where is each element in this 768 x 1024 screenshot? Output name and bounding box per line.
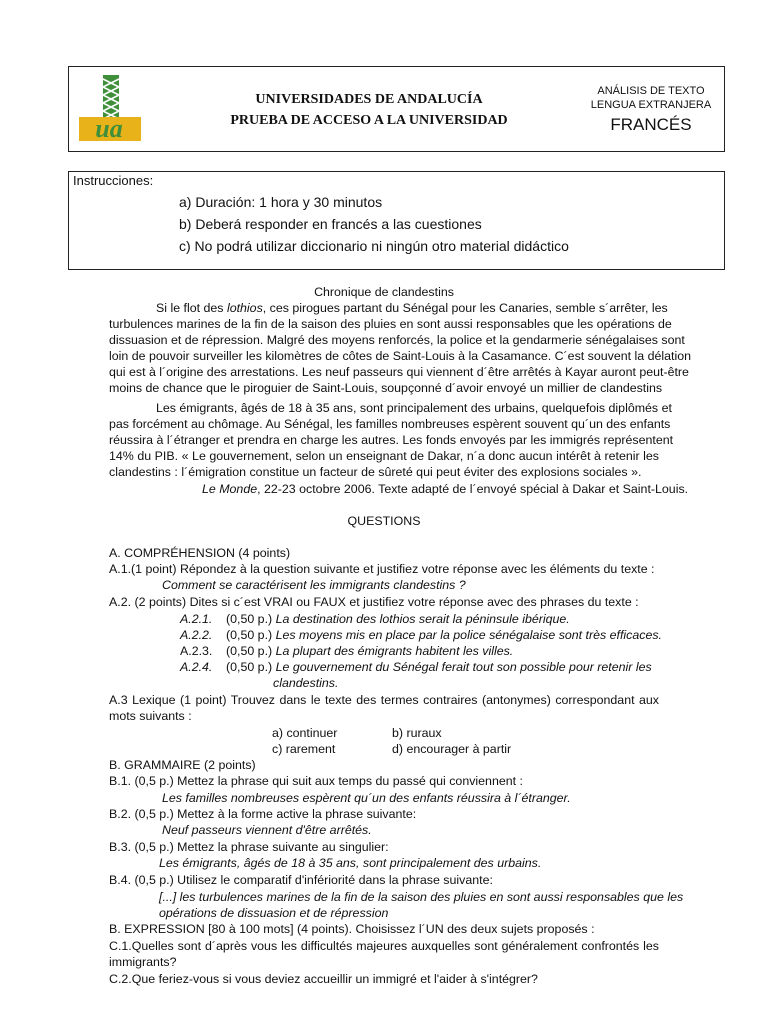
question-b3: B.3. (0,5 p.) Mettez la phrase suivante au singulier: [109,840,389,854]
article-line: moins de chance que le piroguier de Saint-Louis, soupçonné d´avoir envoyé un millier de clandestins [109,381,663,395]
question-c1: C.1.Quelles sont d´après vous les difficultés majeures auxquelles sont généralement confrontés les [109,939,659,953]
article-line: Les émigrants, âgés de 18 à 35 ans, sont principalement des urbains, quelquefois diplômés et [156,401,672,415]
question-b2-sentence: Neuf passeurs viennent d'être arrêtés. [162,823,372,837]
exam-title: PRUEBA DE ACCESO A LA UNIVERSIDAD [230,113,508,128]
lexique-word: d) encourager à partir [392,742,512,756]
lexique-word: c) rarement [272,742,336,756]
question-a3: A.3 Lexique (1 point) Trouvez dans le texte des termes contraires (antonymes) correspondant aux [109,693,659,707]
header-box [68,66,725,152]
question-a1: A.1.(1 point) Répondez à la question suivante et justifiez votre réponse avec les éléments du texte : [109,562,655,576]
subject-language: FRANCÉS [610,115,692,134]
question-a2-item: A.2.2. (0,50 p.) Les moyens mis en place par la police sénégalaise sont très efficaces. [180,628,662,642]
article-line: clandestins : l´émigration constitue un facteur de sûreté qui peut éviter des explosions sociales ». [109,465,642,479]
question-b4-sentence-cont: opérations de dissuasion et de répression [159,906,389,920]
subject-line-2: LENGUA EXTRANJERA [590,99,712,111]
section-a-title: A. COMPRÉHENSION (4 points) [109,546,291,560]
question-a2-item: A.2.4. (0,50 p.) Le gouvernement du Sénégal ferait tout son possible pour retenir les [180,660,652,674]
instruction-item: b) Deberá responder en francés a las cuestiones [179,216,482,232]
question-b1: B.1. (0,5 p.) Mettez la phrase qui suit aux temps du passé qui conviennent : [109,774,523,788]
subject-line-1: ANÁLISIS DE TEXTO [597,85,705,97]
instruction-item: c) No podrá utilizar diccionario ni ningún otro material didáctico [179,238,569,254]
lexique-word: b) ruraux [392,726,442,740]
question-b1-sentence: Les familles nombreuses espèrent qu´un des enfants réussira à l´étranger. [162,791,571,805]
question-c1-cont: immigrants? [109,955,177,969]
logo-icon [79,73,141,145]
question-b2: B.2. (0,5 p.) Mettez à la forme active la phrase suivante: [109,807,417,821]
article-line: loin de pouvoir surveiller les kilomètres de côtes de Saint-Louis à la Casamance. C´est souvent la délation [109,349,691,363]
questions-heading: QUESTIONS [347,514,421,528]
article-line: réussira à l´étranger et prendra en charge les autres. Les fonds envoyés par les immigrés représentent [109,433,674,447]
article-line: pas forcément au chômage. Au Sénégal, les familles nombreuses espèrent souvent qu´un des enfants [109,417,671,431]
article-line: 14% du PIB. « Le gouvernement, selon un enseignant de Dakar, n´a donc aucun intérêt à retenir les [109,449,659,463]
instructions-label: Instrucciones: [73,173,154,188]
question-a2: A.2. (2 points) Dites si c´est VRAI ou FAUX et justifiez votre réponse avec des phrases du texte : [109,595,639,609]
question-a2-item: A.2.1. (0,50 p.) La destination des lothios serait la péninsule ibérique. [180,612,570,626]
section-b-title: B. GRAMMAIRE (2 points) [109,758,256,772]
question-a3-cont: mots suivants : [109,709,192,723]
university-logo [79,73,141,145]
article-line: dissuasion et de répression. Malgré des moyens renforcés, la police et la gendarmerie sénégalaises sont [109,333,685,347]
question-a2-item-cont: clandestins. [273,676,339,690]
article-source: Le Monde, 22-23 octobre 2006. Texte adapté de l´envoyé spécial à Dakar et Saint-Louis. [202,482,689,496]
question-a1-text: Comment se caractérisent les immigrants clandestins ? [162,578,466,592]
university-name: UNIVERSIDADES DE ANDALUCÍA [255,92,483,107]
section-c-title: B. EXPRESSION [80 à 100 mots] (4 points). Choisissez l´UN des deux sujets proposés : [109,922,595,936]
instruction-item: a) Duración: 1 hora y 30 minutos [179,194,383,210]
lexique-word: a) continuer [272,726,338,740]
article-line: Si le flot des lothios, ces pirogues partant du Sénégal pour les Canaries, semble s´arrêter, les [156,301,668,315]
article-line: turbulences marines de la fin de la saison des pluies en sont aussi responsables que les opérations de [109,317,672,331]
question-b4-sentence: [...] les turbulences marines de la fin de la saison des pluies en sont aussi responsables que les [159,890,684,904]
article-line: qui est à l´origine des arrestations. Les neuf passeurs qui viennent d´être arrêtés à Kayar auront peut-être [109,365,689,379]
question-b3-sentence: Les émigrants, âgés de 18 à 35 ans, sont principalement des urbains. [159,856,542,870]
question-c2: C.2.Que feriez-vous si vous deviez accueillir un immigré et l'aider à s'intégrer? [109,972,538,986]
svg-text:ua: ua [95,114,123,143]
question-a2-item: A.2.3. (0,50 p.) La plupart des émigrants habitent les villes. [180,644,514,658]
instructions-box [68,171,725,270]
question-b4: B.4. (0,5 p.) Utilisez le comparatif d'infériorité dans la phrase suivante: [109,873,493,887]
article-title: Chronique de clandestins [314,285,454,299]
